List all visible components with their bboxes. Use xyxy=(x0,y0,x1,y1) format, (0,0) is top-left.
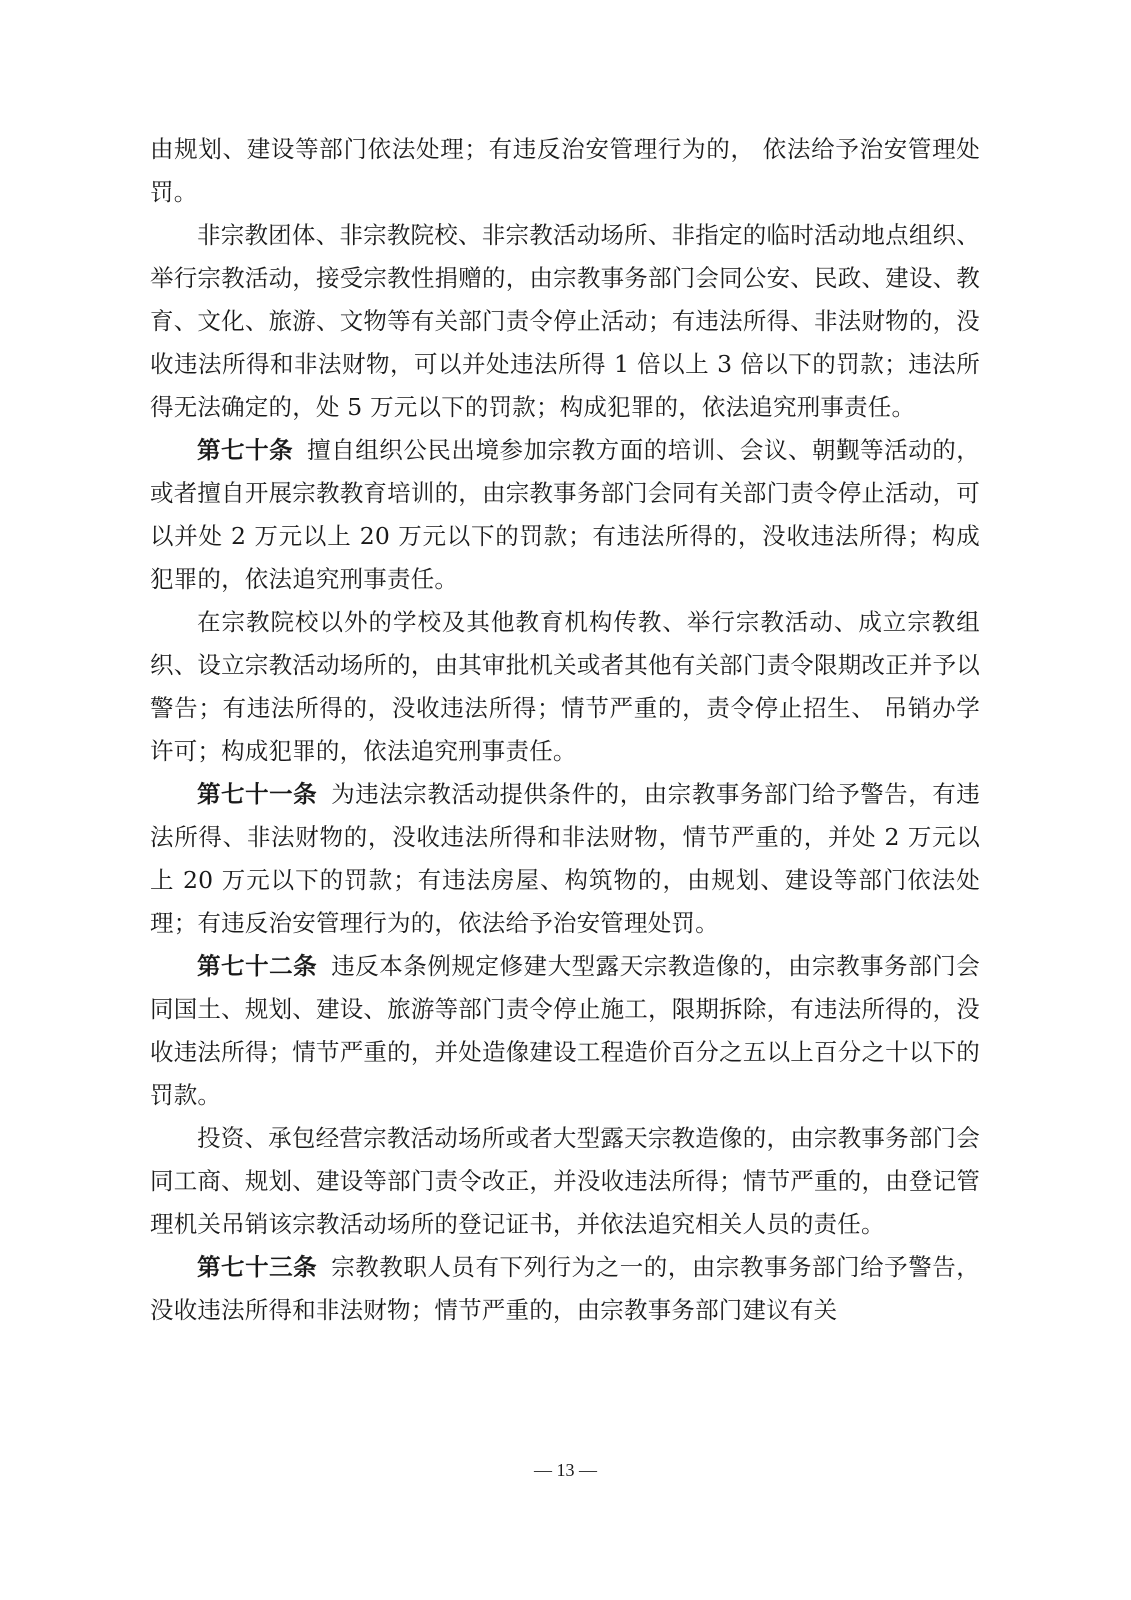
article-title: 第七十二条 xyxy=(197,952,318,980)
paragraph-text: 投资、承包经营宗教活动场所或者大型露天宗教造像的，由宗教事务部门会同工商、规划、建设等部门责令改正，并没收违法所得；情节严重的，由登记管理机关吊销该宗教活动场所的登记证书，并依法追究相关人员的责任。 xyxy=(150,1124,980,1238)
article-title: 第七十三条 xyxy=(197,1253,318,1281)
paragraph-text: 宗教教职人员有下列行为之一的，由宗教事务部门给予警告，没收违法所得和非法财物；情节严重的，由宗教事务部门建议有关 xyxy=(150,1253,981,1324)
article-title: 第七十一条 xyxy=(197,780,318,808)
paragraph-continuation xyxy=(150,128,980,214)
paragraph-text: 擅自组织公民出境参加宗教方面的培训、会议、朝觐等活动的，或者擅自开展宗教教育培训的，由宗教事务部门会同有关部门责令停止活动，可以并处 2 万元以上 20 万元以下的罚款；有违法所得的，没收违法所得；构成犯罪的，依法追究刑事责任。 xyxy=(150,436,980,593)
paragraph-text: 为违法宗教活动提供条件的，由宗教事务部门给予警告，有违法所得、非法财物的，没收违法所得和非法财物，情节严重的，并处 2 万元以上 20 万元以下的罚款；有违法房屋、构筑物的，由规划、建设等部门依法处理；有违反治安管理行为的，依法给予治安管理处罚。 xyxy=(150,780,981,937)
paragraph xyxy=(150,214,980,429)
article-70 xyxy=(150,429,980,601)
page-number: — 13 — xyxy=(534,1460,597,1480)
article-title: 第七十条 xyxy=(197,436,294,464)
paragraph xyxy=(150,601,980,773)
article-72 xyxy=(150,945,980,1117)
paragraph-text: 违反本条例规定修建大型露天宗教造像的，由宗教事务部门会同国土、规划、建设、旅游等部门责令停止施工，限期拆除，有违法所得的，没收违法所得；情节严重的，并处造像建设工程造价百分之五以上百分之十以下的罚款。 xyxy=(150,952,981,1109)
paragraph-text: 在宗教院校以外的学校及其他教育机构传教、举行宗教活动、成立宗教组织、设立宗教活动场所的，由其审批机关或者其他有关部门责令限期改正并予以警告；有违法所得的，没收违法所得；情节严重的，责令停止招生、 吊销办学许可；构成犯罪的，依法追究刑事责任。 xyxy=(150,608,980,765)
article-73 xyxy=(150,1246,980,1332)
document-body xyxy=(150,128,980,1332)
article-71 xyxy=(150,773,980,945)
paragraph-text: 由规划、建设等部门依法处理；有违反治安管理行为的， 依法给予治安管理处罚。 xyxy=(150,135,980,206)
paragraph-text: 非宗教团体、非宗教院校、非宗教活动场所、非指定的临时活动地点组织、举行宗教活动，接受宗教性捐赠的，由宗教事务部门会同公安、民政、建设、教育、文化、旅游、文物等有关部门责令停止活动；有违法所得、非法财物的，没收违法所得和非法财物，可以并处违法所得 1 倍以上 3 倍以下的罚款；违法所得无法确定的，处 5 万元以下的罚款；构成犯罪的，依法追究刑事责任。 xyxy=(150,221,980,421)
paragraph xyxy=(150,1117,980,1246)
